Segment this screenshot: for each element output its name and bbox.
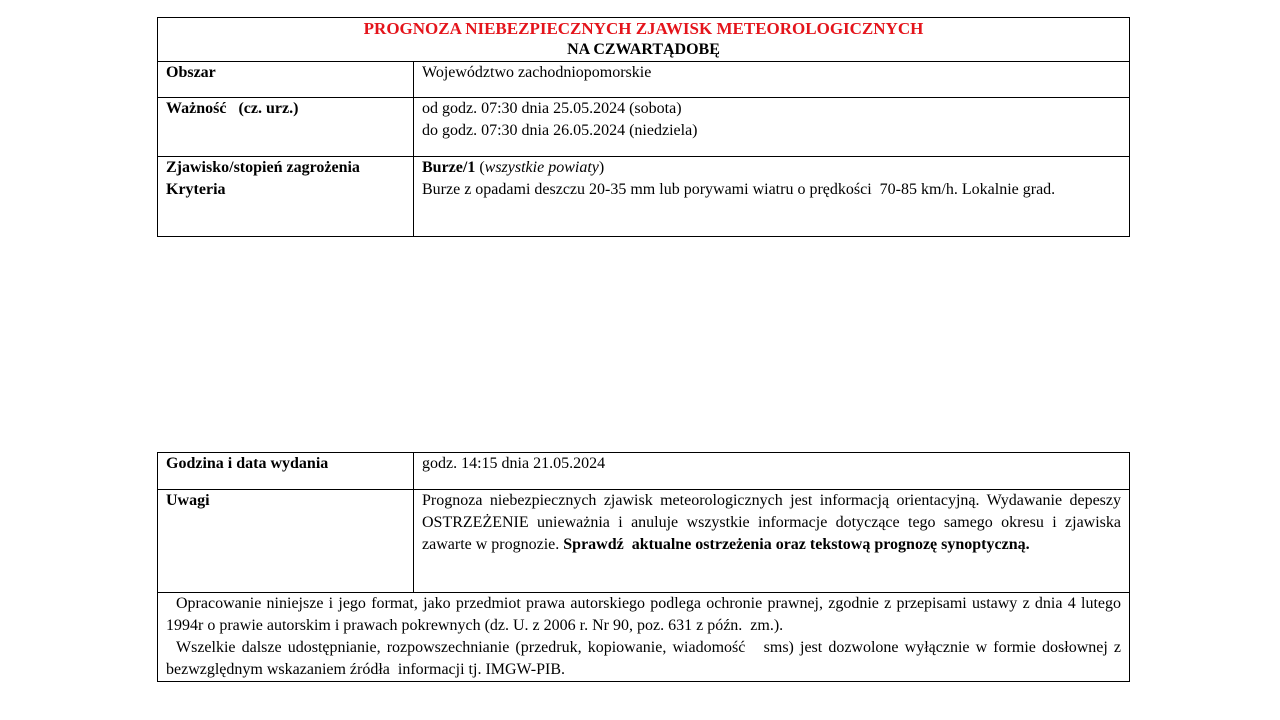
issue-value: godz. 14:15 dnia 21.05.2024 [414, 453, 1130, 490]
phenomenon-value [414, 157, 1130, 237]
phenomenon-label [158, 157, 414, 237]
phenomenon-scope: wszystkie powiaty [484, 159, 599, 176]
remarks-label: Uwagi [158, 490, 414, 593]
validity-from: od godz. 07:30 dnia 25.05.2024 (sobota) [422, 100, 682, 117]
phenomenon-label-line1: Zjawisko/stopień zagrożenia [166, 159, 360, 176]
footer-note [158, 593, 1130, 682]
remarks-bold-text: Sprawdź aktualne ostrzeżenia oraz tekstową prognozę synoptyczną. [563, 536, 1030, 553]
issue-table [157, 452, 1130, 682]
copyright-note: Opracowanie niniejsze i jego format, jako przedmiot prawa autorskiego podlega ochronie prawnej, zgodnie z przepisami ustawy z dnia 4 lutego 1994r o prawie autorskim i prawach pokrewnych (dz. U. z 2006 r. Nr 90, poz. 631 z późn. zm.). [166, 595, 1121, 634]
remarks-value [414, 490, 1130, 593]
phenomenon-degree: Burze/1 [422, 159, 476, 176]
validity-to: do godz. 07:30 dnia 26.05.2024 (niedziela) [422, 122, 698, 139]
document-title [158, 18, 1130, 62]
area-label: Obszar [158, 62, 414, 98]
title-line1: PROGNOZA NIEBEZPIECZNYCH ZJAWISK METEOROLOGICZNYCH [363, 19, 924, 38]
distribution-note: Wszelkie dalsze udostępnianie, rozpowszechnianie (przedruk, kopiowanie, wiadomość sms) jest dozwolone wyłącznie w formie dosłownej z bezwzględnym wskazaniem źródła informacji tj. IMGW-PIB. [166, 639, 1121, 678]
validity-value [414, 98, 1130, 157]
criteria-label: Kryteria [166, 181, 226, 198]
phenomenon-criteria: Burze z opadami deszczu 20-35 mm lub porywami wiatru o prędkości 70-85 km/h. Lokalnie grad. [422, 181, 1056, 198]
title-line2: NA CZWARTĄDOBĘ [567, 41, 720, 58]
remarks-text: Prognoza niebezpiecznych zjawisk meteorologicznych jest informacją orientacyjną. Wydawanie depeszy OSTRZEŻENIE unieważnia i anuluje wszystkie informacje dotyczące tego samego okresu i zjawiska zawarte w prognozie. [422, 492, 1121, 553]
area-value: Województwo zachodniopomorskie [414, 62, 1130, 98]
forecast-table [157, 17, 1130, 237]
validity-label: Ważność (cz. urz.) [158, 98, 414, 157]
issue-label: Godzina i data wydania [158, 453, 414, 490]
phenomenon-heading: Burze/1 (wszystkie powiaty) [422, 159, 605, 176]
